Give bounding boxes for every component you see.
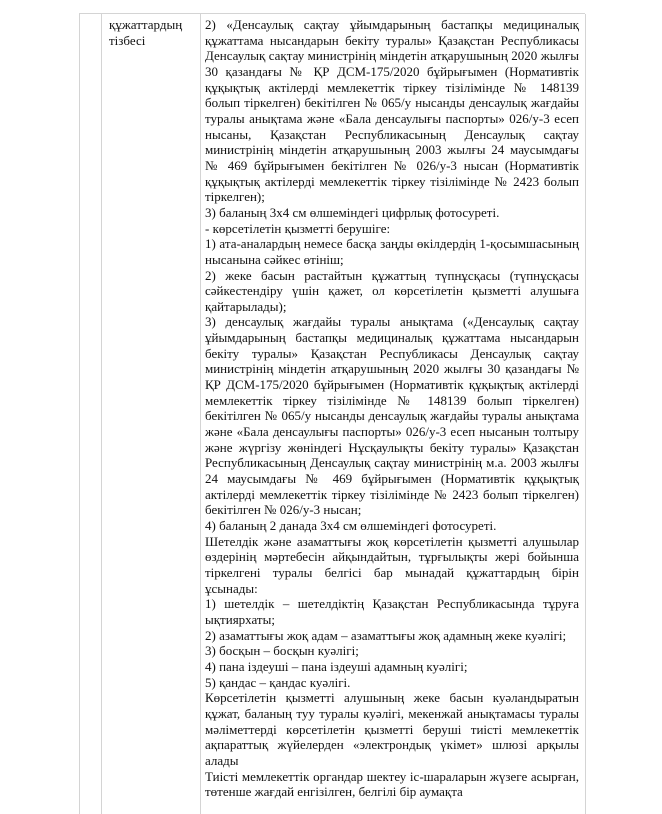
paragraph: 1) шетелдік – шетелдіктің Қазақстан Республикасында тұруға ықтиярхаты; [205,596,579,627]
label-text: құжаттардың тізбесі [109,17,183,48]
paragraph: Шетелдік және азаматтығы жоқ көрсетілетін қызметті алушылар өздерінің мәртебесін айқындайтын, тұрғылықты жері бойынша тіркелгені туралы белгісі бар мынадай құжаттардың бірін ұсынады: [205,533,579,596]
paragraph: 3) баланың 3х4 см өлшеміндегі цифрлық фотосуреті. [205,204,500,220]
paragraph: 3) босқын – босқын куәлігі; [205,643,359,659]
paragraph: Тиісті мемлекеттік органдар шектеу іс-шараларын жүзеге асырған, төтенше жағдай енгізілген, белгілі бір аумақта [205,768,579,800]
content-cell [200,14,586,814]
content-text [201,14,585,800]
paragraph: 5) қандас – қандас куәлігі. [205,674,351,690]
paragraph: 1) ата-аналардың немесе басқа заңды өкілдердің 1-қосымшасының нысанына сәйкес өтініш; [205,236,579,267]
paragraph: 3) денсаулық жағдайы туралы анықтама («Денсаулық сақтау ұйымдарының бастапқы медициналық құжаттама нысандарын бекіту туралы» Қазақстан Республикасы Денсаулық сақтау министрінің міндетін атқарушының 2020 жылғы 30 қазандағы № ҚР ДСМ-175/2020 бұйрығымен (Нормативтік құқықтық актілерді мемлекеттік тіркеу тізілімінде № 148139 болып тіркелген) бекітілген № 065/у нысанды денсаулық жағдайы туралы анықтама және «Бала денсаулығы паспорты» 026/у-3 есеп нысанын толтыру және жүргізу жөніндегі Нұсқаулықты бекіту туралы» Қазақстан Республикасының Денсаулық сақтау министрінің м.а. 2003 жылғы 24 маусымдағы № 469 бұйрығымен (Нормативтік құқықтық актілерді мемлекеттік тіркеу тізілімінде № 2423 болып тіркелген) бекітілген № 026/у-3 нысан; [205,314,579,518]
paragraph: 2) азаматтығы жоқ адам – азаматтығы жоқ адамның жеке куәлігі; [205,627,567,643]
document-table [79,13,585,814]
number-cell [79,14,101,814]
paragraph: 2) жеке басын растайтын құжаттың түпнұсқасы (түпнұсқасы сәйкестендіру үшін қажет, ол көрсетілетін қызметті алушыға қайтарылады); [205,267,579,314]
paragraph: Көрсетілетін қызметті алушының жеке басын куәландыратын құжат, баланың туу туралы куәлігі, мекенжай анықтамасы туралы мәліметтерді көрсетілетін қызметті беруші тиісті мемлекеттік ақпараттық жүйелерден «электрондық үкімет» шлюзі арқылы алады [205,690,579,768]
paragraph: - көрсетілетін қызметті берушіге: [205,220,391,236]
paragraph: 4) баланың 2 данада 3х4 см өлшеміндегі фотосуреті. [205,518,497,533]
label-cell [101,14,200,814]
paragraph: 4) пана іздеуші – пана іздеуші адамның куәлігі; [205,658,468,674]
paragraph: 2) «Денсаулық сақтау ұйымдарының бастапқы медициналық құжаттама нысандарын бекіту туралы» Қазақстан Республикасы Денсаулық сақтау министрінің міндетін атқарушының 2020 жылғы 30 қазандағы № ҚР ДСМ-175/2020 бұйрығымен (Нормативтік құқықтық актілерді мемлекеттік тіркеу тізілімінде № 148139 болып тіркелген) бекітілген № 065/у нысанды денсаулық жағдайы туралы анықтама және «Бала денсаулығы паспорты» 026/у-3 есеп нысаны, Қазақстан Республикасының Денсаулық сақтау министрінің міндетін атқарушының 2003 жылғы 24 маусымдағы № 469 бұйрығымен бекітілген № 026/у-3 нысан (Нормативтік құқықтық актілерді мемлекеттік тіркеу тізілімінде № 2423 болып тіркелген); [205,17,579,205]
